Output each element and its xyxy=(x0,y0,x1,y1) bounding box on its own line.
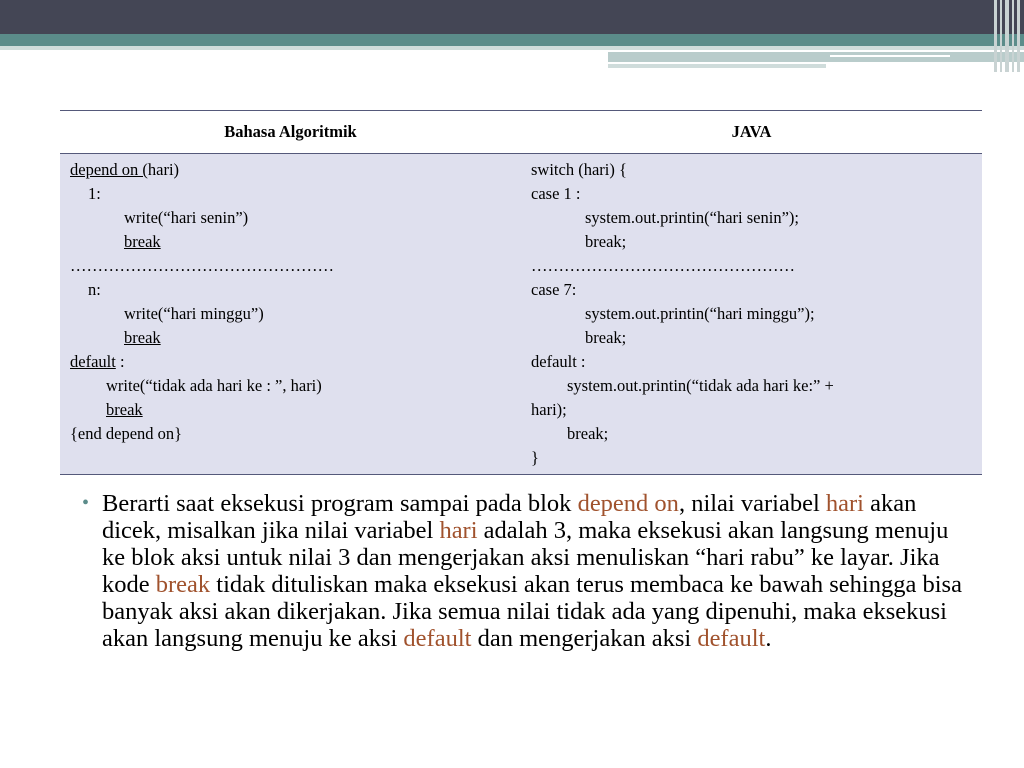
code-line xyxy=(70,278,511,302)
code-line: case 1 : xyxy=(531,184,581,203)
body-text: . xyxy=(765,625,772,652)
code-text: : xyxy=(115,352,125,371)
keyword: break xyxy=(106,400,143,419)
code-line: break; xyxy=(567,424,609,443)
header-bar xyxy=(0,0,1024,34)
table-row xyxy=(60,154,982,475)
code-text: write(“tidak ada hari ke : ”, hari) xyxy=(106,376,322,395)
code-text: n: xyxy=(88,280,101,299)
code-line xyxy=(70,182,511,206)
code-line: hari); xyxy=(531,400,567,419)
code-line: switch (hari) { xyxy=(531,160,627,179)
keyword: break xyxy=(124,328,161,347)
code-line: system.out.printin(“hari senin”); xyxy=(585,208,799,227)
code-line: case 7: xyxy=(531,280,577,299)
table-header-row xyxy=(60,111,982,154)
keyword-text: break xyxy=(155,571,211,598)
java-code xyxy=(521,154,982,475)
code-line xyxy=(70,398,511,422)
keyword-text: default xyxy=(697,625,766,652)
code-text: ………………………………………… xyxy=(70,256,334,275)
code-line: } xyxy=(531,448,539,467)
body-text: dan mengerjakan aksi xyxy=(471,625,698,652)
header-decor-band-small xyxy=(608,64,826,68)
header-accent-band xyxy=(0,34,1024,46)
comparison-table xyxy=(60,110,982,475)
code-text: write(“hari senin”) xyxy=(124,208,249,227)
code-line xyxy=(70,158,511,182)
body-text: Berarti saat eksekusi program sampai pada blok xyxy=(102,490,578,517)
code-line: ………………………………………… xyxy=(531,256,795,275)
algoritmik-code xyxy=(60,154,521,475)
keyword-text: default xyxy=(403,625,472,652)
header-decor-stripes xyxy=(990,0,1024,72)
keyword: default xyxy=(70,352,116,371)
code-line xyxy=(70,230,511,254)
keyword: depend on ( xyxy=(70,160,148,179)
code-line xyxy=(70,326,511,350)
keyword: break xyxy=(124,232,161,251)
explanation-bullet xyxy=(82,490,962,652)
code-line xyxy=(70,350,511,374)
code-text: hari) xyxy=(147,160,180,179)
body-text: tidak dituliskan maka eksekusi akan terus membaca ke bawah sehingga bisa banyak aksi akan dikerjakan. Jika semua nilai tidak ada yang dipenuhi, maka eksekusi akan langsung menuju ke aksi xyxy=(102,571,962,652)
code-line xyxy=(70,254,511,278)
keyword-text: depend on xyxy=(577,490,679,517)
code-text: write(“hari minggu”) xyxy=(124,304,264,323)
header-algoritmik: Bahasa Algoritmik xyxy=(60,111,521,154)
code-line xyxy=(70,302,511,326)
code-line: break; xyxy=(585,232,627,251)
body-text: akan dicek, misalkan jika nilai variabel xyxy=(102,490,917,544)
code-text: 1: xyxy=(88,184,101,203)
code-line: default : xyxy=(531,352,586,371)
header-java: JAVA xyxy=(521,111,982,154)
code-line: system.out.printin(“hari minggu”); xyxy=(585,304,815,323)
body-text: , nilai variabel xyxy=(678,490,826,517)
keyword-text: hari xyxy=(439,517,478,544)
code-line: break; xyxy=(585,328,627,347)
code-line xyxy=(70,206,511,230)
header-light-band xyxy=(0,46,1024,50)
header-decor-line xyxy=(830,55,950,57)
code-line xyxy=(70,422,511,446)
code-line xyxy=(70,374,511,398)
code-line: system.out.printin(“tidak ada hari ke:” + xyxy=(567,376,834,395)
bullet-text xyxy=(102,490,962,652)
header-decor-band xyxy=(608,52,1024,62)
bullet-icon: • xyxy=(82,492,90,514)
body-text: adalah 3, maka eksekusi akan langsung menuju ke blok aksi untuk nilai 3 dan mengerjakan aksi menuliskan “hari rabu” ke layar. Jika kode xyxy=(102,517,949,598)
code-text: {end depend on} xyxy=(70,424,183,443)
keyword-text: hari xyxy=(825,490,864,517)
